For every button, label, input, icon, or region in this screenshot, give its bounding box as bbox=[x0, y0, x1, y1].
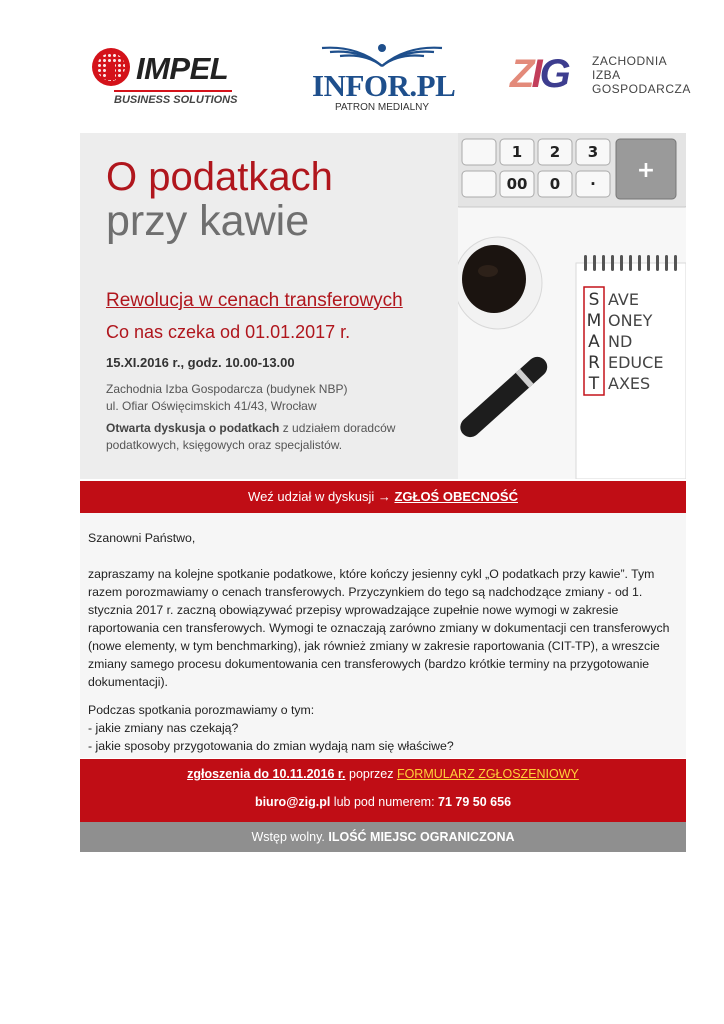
impel-logo-icon bbox=[92, 48, 130, 86]
smart-letter: R bbox=[588, 353, 600, 373]
invitation-letter bbox=[80, 513, 686, 758]
zig-logo-line2: IZBA bbox=[592, 68, 621, 82]
smart-word: ONEY bbox=[608, 311, 653, 330]
impel-logo-sub: BUSINESS SOLUTIONS bbox=[114, 94, 238, 106]
infor-logo bbox=[312, 38, 456, 116]
smart-word: ND bbox=[608, 332, 633, 351]
zig-logo-mark: ZIG bbox=[510, 52, 568, 96]
infor-logo-name: INFOR.PL bbox=[312, 68, 456, 103]
contact-or-phone: lub pod numerem: bbox=[330, 795, 439, 809]
register-attendance-link[interactable]: ZGŁOŚ OBECNOŚĆ bbox=[394, 489, 518, 504]
registration-via: poprzez bbox=[345, 767, 397, 781]
event-description bbox=[106, 420, 406, 454]
contact-email[interactable]: biuro@zig.pl bbox=[254, 795, 331, 809]
venue-line1: Zachodnia Izba Gospodarcza (budynek NBP) bbox=[106, 382, 348, 396]
letter-greeting: Szanowni Państwo, bbox=[88, 531, 196, 545]
registration-deadline-line bbox=[80, 767, 686, 781]
registration-deadline: zgłoszenia do 10.11.2016 r. bbox=[187, 767, 346, 781]
smart-letter: M bbox=[586, 311, 602, 331]
agenda-item: - jakie zmiany nas czekają? bbox=[88, 721, 239, 735]
contact-phone: 71 79 50 656 bbox=[438, 795, 512, 809]
calculator-key: 1 bbox=[511, 143, 523, 161]
agenda-intro: Podczas spotkania porozmawiamy o tym: bbox=[88, 703, 315, 717]
registration-contact-line bbox=[80, 795, 686, 809]
registration-form-link[interactable]: FORMULARZ ZGŁOSZENIOWY bbox=[396, 767, 579, 781]
description-bold: Otwarta dyskusja o podatkach bbox=[106, 421, 280, 435]
event-subtitle-date: Co nas czeka od 01.01.2017 r. bbox=[106, 322, 351, 342]
description-rest: z udziałem doradców podatkowych, księgowych oraz specjalistów. bbox=[106, 421, 396, 452]
event-subtitle: Rewolucja w cenach transferowych bbox=[106, 290, 403, 311]
zig-logo-text bbox=[592, 54, 691, 96]
registration-band bbox=[80, 759, 686, 822]
entry-limited: ILOŚĆ MIEJSC OGRANICZONA bbox=[328, 830, 515, 844]
logo-strip bbox=[0, 0, 724, 130]
zig-logo bbox=[510, 52, 700, 112]
calculator-key: 0 bbox=[549, 175, 561, 193]
impel-logo bbox=[92, 48, 238, 110]
entry-band bbox=[80, 822, 686, 852]
smart-word: EDUCE bbox=[608, 353, 664, 372]
venue-line2: ul. Ofiar Oświęcimskich 41/43, Wrocław bbox=[106, 399, 317, 413]
smart-letter: T bbox=[588, 374, 600, 394]
event-datetime: 15.XI.2016 r., godz. 10.00-13.00 bbox=[106, 355, 295, 370]
calculator-key: 2 bbox=[549, 143, 561, 161]
impel-logo-divider bbox=[114, 90, 232, 92]
calculator-key: 00 bbox=[506, 175, 528, 193]
event-title-line1: O podatkach bbox=[106, 155, 333, 199]
hero-photo bbox=[458, 133, 686, 479]
smart-word: AVE bbox=[608, 290, 639, 309]
smart-letter: S bbox=[588, 290, 600, 310]
calculator-key: 3 bbox=[587, 143, 599, 161]
smart-letter: A bbox=[588, 332, 600, 352]
zig-logo-line1: ZACHODNIA bbox=[592, 54, 668, 68]
hero-panel bbox=[80, 133, 686, 479]
zig-logo-line3: GOSPODARCZA bbox=[592, 82, 691, 96]
impel-logo-name: IMPEL bbox=[136, 51, 229, 86]
calculator-coffee-notepad-illustration bbox=[458, 133, 686, 479]
svg-text:·: · bbox=[590, 175, 596, 193]
letter-paragraph: zapraszamy na kolejne spotkanie podatkowe, które kończy jesienny cykl „O podatkach przy kawie”. Tym razem porozmawiamy o cenach transferowych. Przyczynkiem do tego są nadchodzące zmiany - od 1. stycznia 2017 r. zaczną obowiązywać przepisy wprowadzające zupełnie nowe wymogi w zakresie raportowania cen transferowych. Wymogi te oznaczają zarówno zmiany w dokumentacji cen transferowych (nowe elementy, w tym benchmarking), jak również zmiany w zakresie raportowania (CIT-TP), a wreszcie zmiany samego procesu dokumentowania cen transferowych (bardzo krótkie terminy na przygotowanie dokumentacji). bbox=[88, 567, 670, 689]
entry-text: Wstęp wolny. bbox=[251, 830, 329, 844]
cta-text: Weź udział w dyskusji → bbox=[248, 489, 395, 504]
event-venue bbox=[106, 381, 347, 415]
calculator-key: + bbox=[636, 158, 656, 183]
event-title-line2: przy kawie bbox=[106, 197, 310, 245]
smart-word: AXES bbox=[608, 374, 651, 393]
agenda-item: - jakie sposoby przygotowania do zmian wydają nam się właściwe? bbox=[88, 739, 454, 753]
open-book-icon bbox=[318, 38, 446, 70]
cta-band bbox=[80, 481, 686, 513]
infor-logo-sub: PATRON MEDIALNY bbox=[334, 102, 430, 113]
